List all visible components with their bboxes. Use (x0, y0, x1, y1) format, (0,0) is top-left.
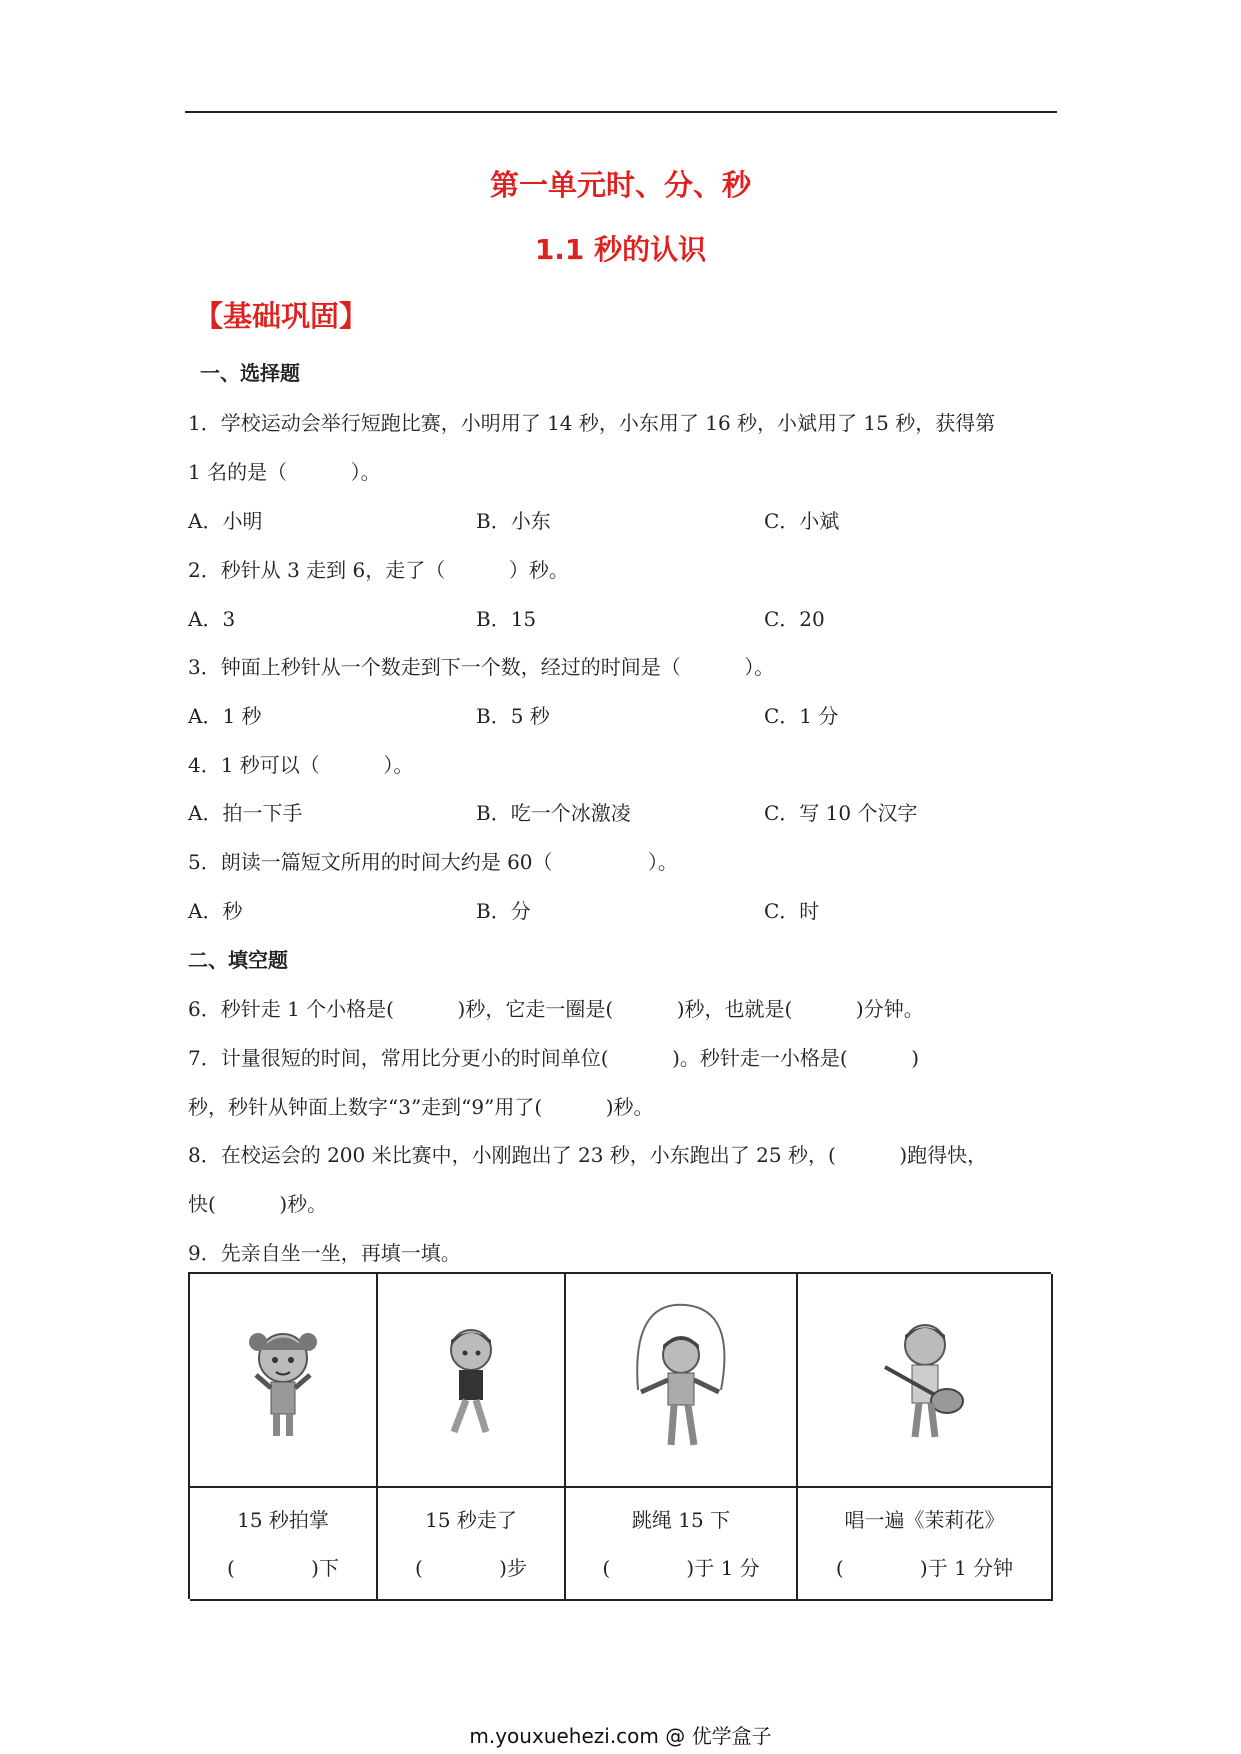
q3-option-b: B．5 秒 (476, 704, 550, 728)
q2: 2．秒针从 3 走到 6，走了（ ）秒。 (188, 558, 569, 582)
part2-heading: 二、填空题 (188, 948, 288, 972)
cell-song-bottom: ( )于 1 分钟 (835, 1555, 1014, 1580)
q5-option-b: B．分 (476, 899, 531, 923)
q2-option-c: C．20 (764, 607, 825, 631)
activity-table (188, 1272, 1051, 1599)
footer-watermark: m.youxuehezi.com @ 优学盒子 (469, 1724, 772, 1748)
q7-line2: 秒，秒针从钟面上数字“3”走到“9”用了( )秒。 (188, 1095, 654, 1119)
cell-clap-bottom: ( )下 (227, 1555, 339, 1580)
lesson-title: 1.1 秒的认识 (534, 233, 707, 266)
image-cell-rope-jump (566, 1274, 798, 1488)
q6: 6．秒针走 1 个小格是( )秒，它走一圈是( )秒，也就是( )分钟。 (188, 997, 924, 1021)
q8-line1: 8．在校运会的 200 米比赛中，小刚跑出了 23 秒，小东跑出了 25 秒，( )跑得快， (188, 1143, 988, 1167)
cell-walk-bottom: ( )步 (415, 1555, 527, 1580)
cell-clap-top: 15 秒拍掌 (237, 1507, 329, 1532)
table-cell-song (798, 1488, 1053, 1601)
q1-line2: 1 名的是（ ）。 (188, 460, 381, 484)
cell-walk-top: 15 秒走了 (425, 1507, 517, 1532)
part1-heading: 一、选择题 (200, 361, 300, 385)
q1-option-a: A．小明 (188, 509, 263, 533)
table-cell-rope (566, 1488, 798, 1601)
q7-line1: 7．计量很短的时间，常用比分更小的时间单位( )。秒针走一小格是( ) (188, 1046, 920, 1070)
image-cell-walking-boy (378, 1274, 566, 1488)
cell-rope-top: 跳绳 15 下 (631, 1507, 731, 1532)
image-cell-guitar (798, 1274, 1053, 1488)
q3: 3．钟面上秒针从一个数走到下一个数，经过的时间是（ ）。 (188, 655, 775, 679)
q2-option-b: B．15 (476, 607, 537, 631)
q4: 4．1 秒可以（ ）。 (188, 753, 414, 777)
q4-option-c: C．写 10 个汉字 (764, 801, 918, 825)
q8-line2: 快( )秒。 (188, 1192, 328, 1216)
guitar-boy-icon (875, 1315, 975, 1445)
q5-option-a: A．秒 (188, 899, 243, 923)
q2-option-a: A．3 (188, 607, 236, 631)
section-tag: 【基础巩固】 (194, 299, 369, 333)
q9: 9．先亲自坐一坐，再填一填。 (188, 1241, 461, 1265)
walking-boy-icon (436, 1320, 506, 1440)
table-cell-clap (190, 1488, 378, 1601)
girl-clapping-icon (238, 1320, 328, 1440)
top-rule (185, 111, 1057, 113)
q5-option-c: C．时 (764, 899, 820, 923)
q1-option-b: B．小东 (476, 509, 551, 533)
cell-rope-bottom: ( )于 1 分 (602, 1555, 760, 1580)
cell-song-top: 唱一遍《茉莉花》 (844, 1507, 1005, 1532)
q3-option-c: C．1 分 (764, 704, 839, 728)
q4-option-a: A．拍一下手 (188, 801, 303, 825)
q1-option-c: C．小斌 (764, 509, 840, 533)
table-cell-walk (378, 1488, 566, 1601)
image-cell-girl (190, 1274, 378, 1488)
unit-title: 第一单元时、分、秒 (489, 168, 751, 202)
q3-option-a: A．1 秒 (188, 704, 262, 728)
q5: 5．朗读一篇短文所用的时间大约是 60（ ）。 (188, 850, 678, 874)
q1-line1: 1．学校运动会举行短跑比赛，小明用了 14 秒，小东用了 16 秒，小斌用了 15 秒，获得第 (188, 411, 996, 435)
q4-option-b: B．吃一个冰激凌 (476, 801, 631, 825)
jump-rope-boy-icon (626, 1300, 736, 1460)
